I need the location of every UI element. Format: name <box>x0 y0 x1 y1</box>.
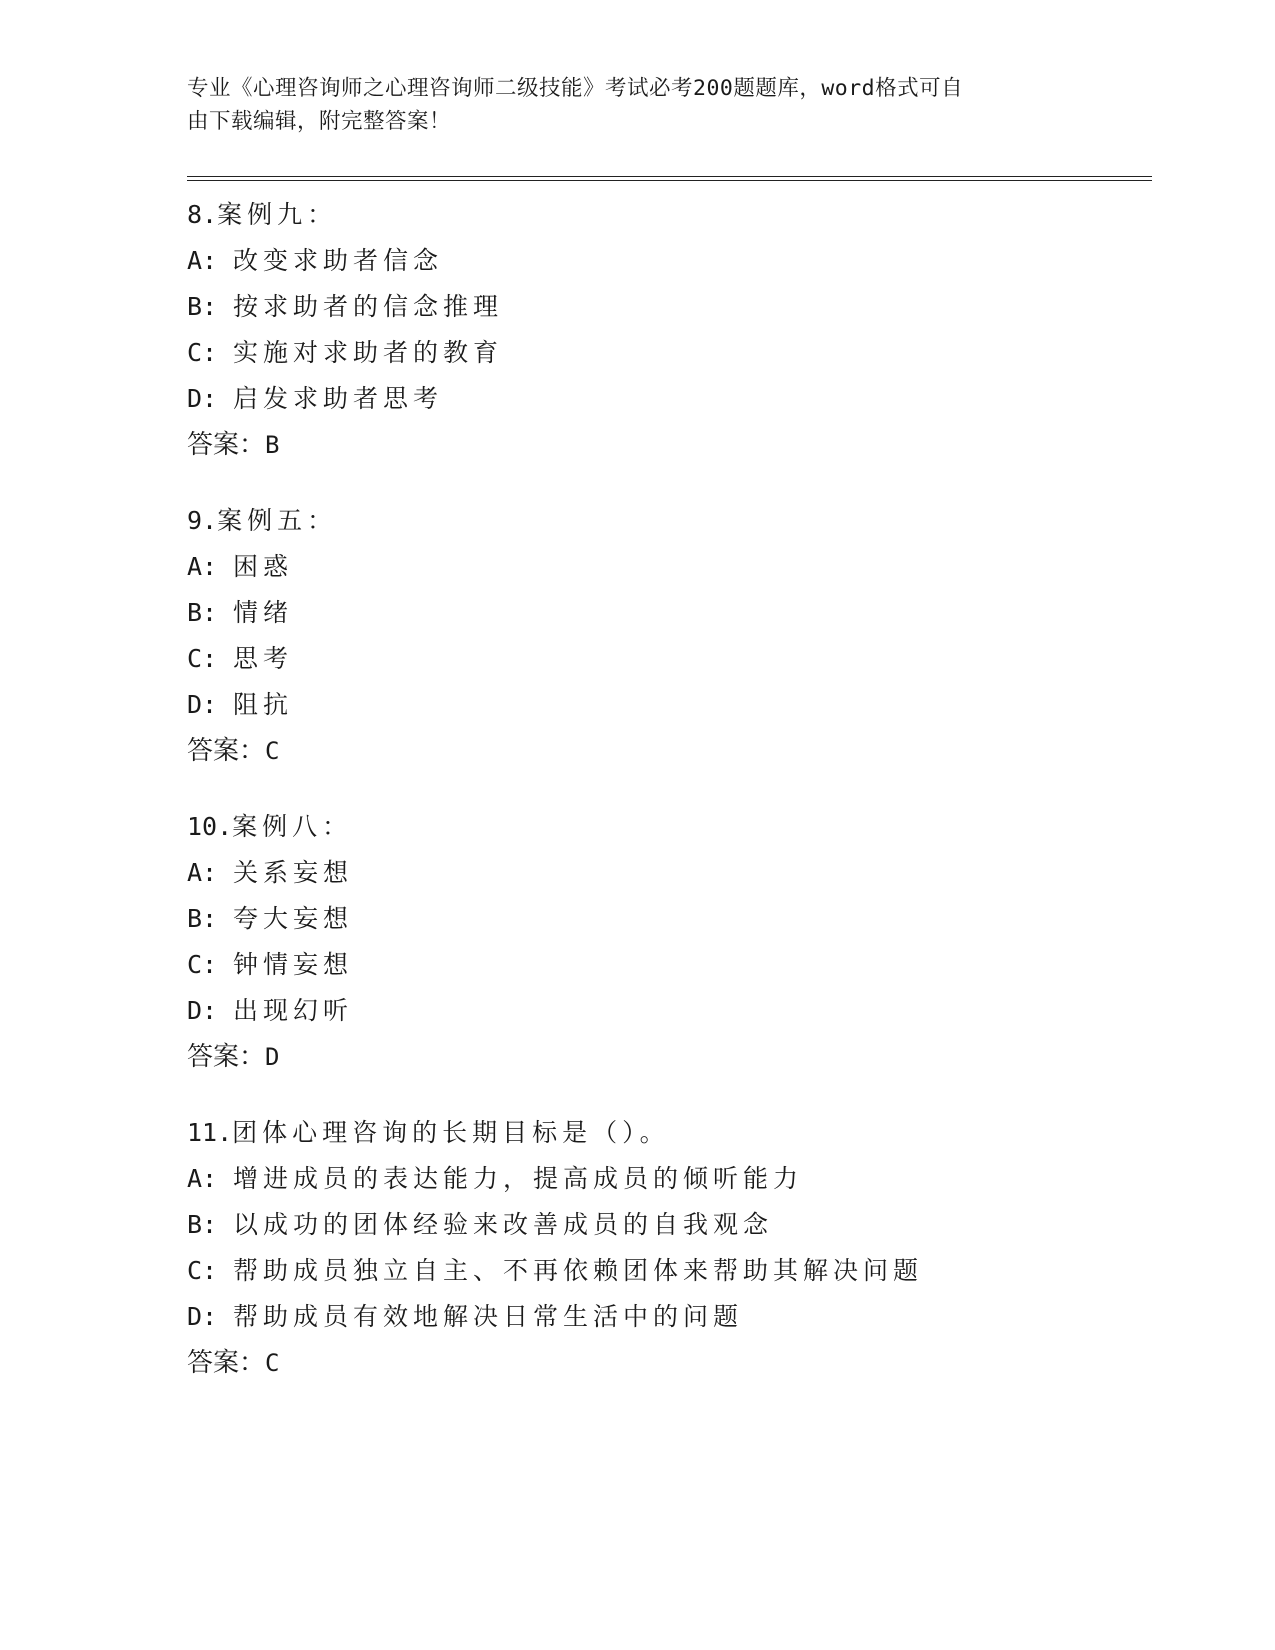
question-number: 11. <box>187 1118 233 1147</box>
document-header <box>187 72 1087 138</box>
option-text: 阻抗 <box>233 690 294 719</box>
option-key: D: <box>187 1302 218 1331</box>
question-text: 案例九： <box>217 200 338 229</box>
answer-value: D <box>265 1043 280 1071</box>
option-b <box>187 590 1152 636</box>
option-b <box>187 284 1152 330</box>
option-text: 情绪 <box>233 598 294 627</box>
question-list <box>187 192 1152 1416</box>
option-a <box>187 850 1152 896</box>
option-text: 改变求助者信念 <box>233 246 444 275</box>
option-key: A: <box>187 858 218 887</box>
option-key: C: <box>187 338 218 367</box>
question-number: 10. <box>187 812 233 841</box>
header-line-2: 由下载编辑，附完整答案！ <box>187 109 452 134</box>
question-number: 8. <box>187 200 218 229</box>
option-text: 实施对求助者的教育 <box>233 338 504 367</box>
option-c <box>187 636 1152 682</box>
answer-line <box>187 1340 1152 1386</box>
option-text: 夸大妄想 <box>233 904 354 933</box>
option-key: A: <box>187 246 218 275</box>
header-line-1: 专业《心理咨询师之心理咨询师二级技能》考试必考200题题库，word格式可自 <box>187 76 964 101</box>
option-key: D: <box>187 384 218 413</box>
option-key: B: <box>187 598 218 627</box>
option-key: A: <box>187 552 218 581</box>
question-stem <box>187 498 1152 544</box>
question-item <box>187 1110 1152 1386</box>
option-c <box>187 1248 1152 1294</box>
question-stem <box>187 804 1152 850</box>
answer-label: 答案： <box>187 736 266 766</box>
option-a <box>187 544 1152 590</box>
option-text: 出现幻听 <box>233 996 354 1025</box>
option-text: 按求助者的信念推理 <box>233 292 504 321</box>
option-key: A: <box>187 1164 218 1193</box>
option-key: B: <box>187 1210 218 1239</box>
question-number: 9. <box>187 506 218 535</box>
question-item <box>187 804 1152 1080</box>
option-text: 帮助成员有效地解决日常生活中的问题 <box>233 1302 744 1331</box>
option-text: 帮助成员独立自主、不再依赖团体来帮助其解决问题 <box>233 1256 924 1285</box>
answer-value: C <box>265 737 280 765</box>
option-text: 困惑 <box>233 552 294 581</box>
answer-line <box>187 728 1152 774</box>
option-text: 关系妄想 <box>233 858 354 887</box>
question-item <box>187 192 1152 468</box>
option-c <box>187 942 1152 988</box>
answer-value: B <box>265 431 280 459</box>
option-key: D: <box>187 690 218 719</box>
option-text: 钟情妄想 <box>233 950 354 979</box>
option-key: C: <box>187 644 218 673</box>
answer-label: 答案： <box>187 430 266 460</box>
question-text: 案例五： <box>217 506 338 535</box>
option-text: 思考 <box>233 644 294 673</box>
option-key: D: <box>187 996 218 1025</box>
option-text: 以成功的团体经验来改善成员的自我观念 <box>233 1210 774 1239</box>
option-text: 启发求助者思考 <box>233 384 444 413</box>
option-c <box>187 330 1152 376</box>
option-text: 增进成员的表达能力，提高成员的倾听能力 <box>233 1164 804 1193</box>
question-stem <box>187 1110 1152 1156</box>
answer-label: 答案： <box>187 1348 266 1378</box>
option-d <box>187 1294 1152 1340</box>
header-divider <box>187 176 1152 181</box>
answer-line <box>187 1034 1152 1080</box>
answer-line <box>187 422 1152 468</box>
option-a <box>187 1156 1152 1202</box>
answer-label: 答案： <box>187 1042 266 1072</box>
question-text: 团体心理咨询的长期目标是（）。 <box>232 1118 670 1147</box>
option-key: B: <box>187 292 218 321</box>
option-b <box>187 896 1152 942</box>
option-key: C: <box>187 950 218 979</box>
option-a <box>187 238 1152 284</box>
option-d <box>187 376 1152 422</box>
question-stem <box>187 192 1152 238</box>
option-d <box>187 988 1152 1034</box>
answer-value: C <box>265 1349 280 1377</box>
question-text: 案例八： <box>232 812 353 841</box>
option-b <box>187 1202 1152 1248</box>
option-key: C: <box>187 1256 218 1285</box>
option-key: B: <box>187 904 218 933</box>
question-item <box>187 498 1152 774</box>
option-d <box>187 682 1152 728</box>
